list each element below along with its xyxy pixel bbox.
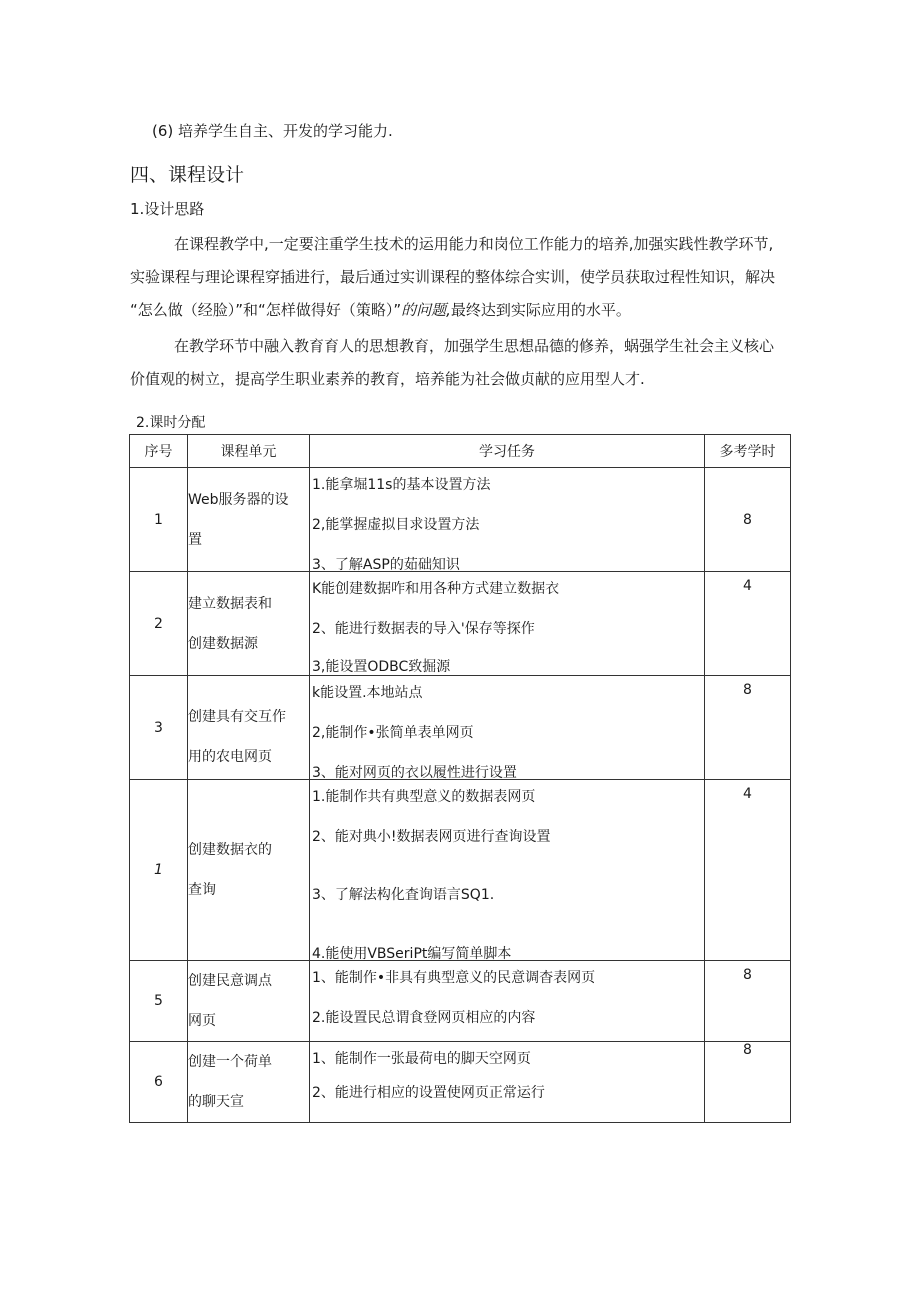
task-line: 2、能对典小!数据表网页进行查询设置 — [312, 829, 551, 845]
table-row — [130, 780, 791, 961]
row-hours — [705, 572, 791, 676]
hours-value: 8 — [743, 967, 752, 983]
hours-value: 4 — [743, 786, 752, 802]
section-heading: 四、课程设计 — [130, 164, 245, 186]
row-unit — [188, 961, 310, 1042]
row-hours — [705, 961, 791, 1042]
paragraph-text: “怎么做（经脸）”和“怎样做得好（策略）” — [130, 301, 402, 319]
task-line: 1.能制作共有典型意义的数据表网页 — [312, 789, 536, 805]
subsection-hours: 2.课时分配 — [136, 415, 206, 431]
row-unit — [188, 468, 310, 572]
row-no: 5 — [130, 961, 188, 1042]
unit-line: 网页 — [188, 1013, 216, 1029]
row-tasks — [310, 468, 705, 572]
row-unit — [188, 1042, 310, 1123]
paragraph-line: 实验课程与理论课程穿插进行，最后通过实训课程的整体综合实训，使学员获取过程性知识，解决 — [130, 268, 776, 286]
table-row — [130, 572, 791, 676]
table-row — [130, 676, 791, 780]
row-hours — [705, 780, 791, 961]
unit-line: 查询 — [188, 882, 216, 898]
unit-line: 创建数据衣的 — [188, 842, 272, 858]
row-no: 2 — [130, 572, 188, 676]
unit-line: 创建具有交互作 — [188, 708, 286, 725]
task-line: 3、了解法构化査询语言SQ1. — [312, 887, 495, 903]
task-line: 3、了解ASP的茹础知识 — [312, 557, 460, 571]
table-header-row — [130, 435, 791, 468]
row-no: 3 — [130, 676, 188, 780]
task-line: K能创建数据咋和用各种方式建立数据衣 — [312, 581, 560, 597]
task-line: 1、能制作一张最荷电的脚天空网页 — [312, 1051, 531, 1067]
header-tasks: 学习任务 — [310, 435, 705, 468]
unit-line: 创建一个荷单 — [188, 1054, 272, 1070]
row-hours — [705, 676, 791, 780]
paragraph-line — [130, 294, 631, 327]
table-row — [130, 961, 791, 1042]
table-row — [130, 1042, 791, 1123]
task-line: 2、能进行数据表的导入'保存等探作 — [312, 621, 535, 637]
unit-line: Web服务器的设 — [188, 491, 289, 508]
paragraph-line: 在课程教学中,一定要注重学生技术的运用能力和岗位工作能力的培养,加强实践性教学环节, — [174, 235, 774, 253]
task-line: 2,能掌握虚拟目求设置方法 — [312, 517, 480, 533]
hours-value: 8 — [743, 1042, 752, 1058]
row-no: 1 — [130, 468, 188, 572]
row-no: 6 — [130, 1042, 188, 1123]
row-unit — [188, 676, 310, 780]
row-unit — [188, 780, 310, 961]
hours-value: 8 — [743, 682, 752, 698]
hours-value: 8 — [743, 512, 752, 528]
unit-line: 用的农电网页 — [188, 748, 272, 765]
unit-line: 创建数据源 — [188, 635, 258, 652]
paragraph-line: 价值观的树立，提高学生职业素养的教育，培养能为社会做贞献的应用型人才. — [130, 370, 645, 388]
row-no: 1 — [130, 780, 188, 961]
task-line: 2.能设置民总谓食登网页相应的内容 — [312, 1010, 536, 1026]
row-tasks — [310, 780, 705, 961]
row-unit — [188, 572, 310, 676]
row-hours — [705, 468, 791, 572]
unit-line: 的聊天宣 — [188, 1094, 244, 1110]
unit-line: 置 — [188, 531, 202, 548]
task-line: 2,能制作•张简单表单网页 — [312, 725, 474, 741]
task-line: 3,能设置ODBC致掘源 — [312, 659, 451, 675]
header-no: 序号 — [130, 435, 188, 468]
row-tasks — [310, 1042, 705, 1123]
hours-table — [129, 434, 791, 1123]
task-line: 3、能对网页的衣以履性进行设置 — [312, 765, 517, 779]
row-hours — [705, 1042, 791, 1123]
task-line: 2、能进行相应的设置使网页正常运行 — [312, 1085, 545, 1101]
paragraph-line: 在教学环节中融入教育育人的思想教育，加强学生思想品德的修养，蜗强学生社会主义核心 — [174, 337, 775, 355]
row-tasks — [310, 572, 705, 676]
objective-item-6: (6) 培养学生自主、开发的学习能力. — [152, 122, 393, 140]
row-tasks — [310, 961, 705, 1042]
task-line: 4.能使用VBSeriPt编写简单脚本 — [312, 946, 512, 960]
paragraph-italic-text: 的问题, — [401, 301, 451, 319]
unit-line: 建立数据表和 — [188, 595, 272, 612]
hours-value: 4 — [743, 578, 752, 594]
header-unit: 课程单元 — [188, 435, 310, 468]
unit-line: 创建民意调点 — [188, 973, 272, 989]
header-hours: 多考学时 — [705, 435, 791, 468]
paragraph-text: 最终达到实际应用的水平。 — [450, 301, 631, 319]
row-tasks — [310, 676, 705, 780]
table-row — [130, 468, 791, 572]
task-line: 1、能制作•非具有典型意义的民意调杳表网页 — [312, 970, 596, 986]
task-line: k能设置.本地站点 — [312, 685, 423, 701]
task-line: 1.能拿堀11s的基本设置方法 — [312, 477, 491, 493]
subsection-design-idea: 1.设计思路 — [130, 200, 205, 218]
